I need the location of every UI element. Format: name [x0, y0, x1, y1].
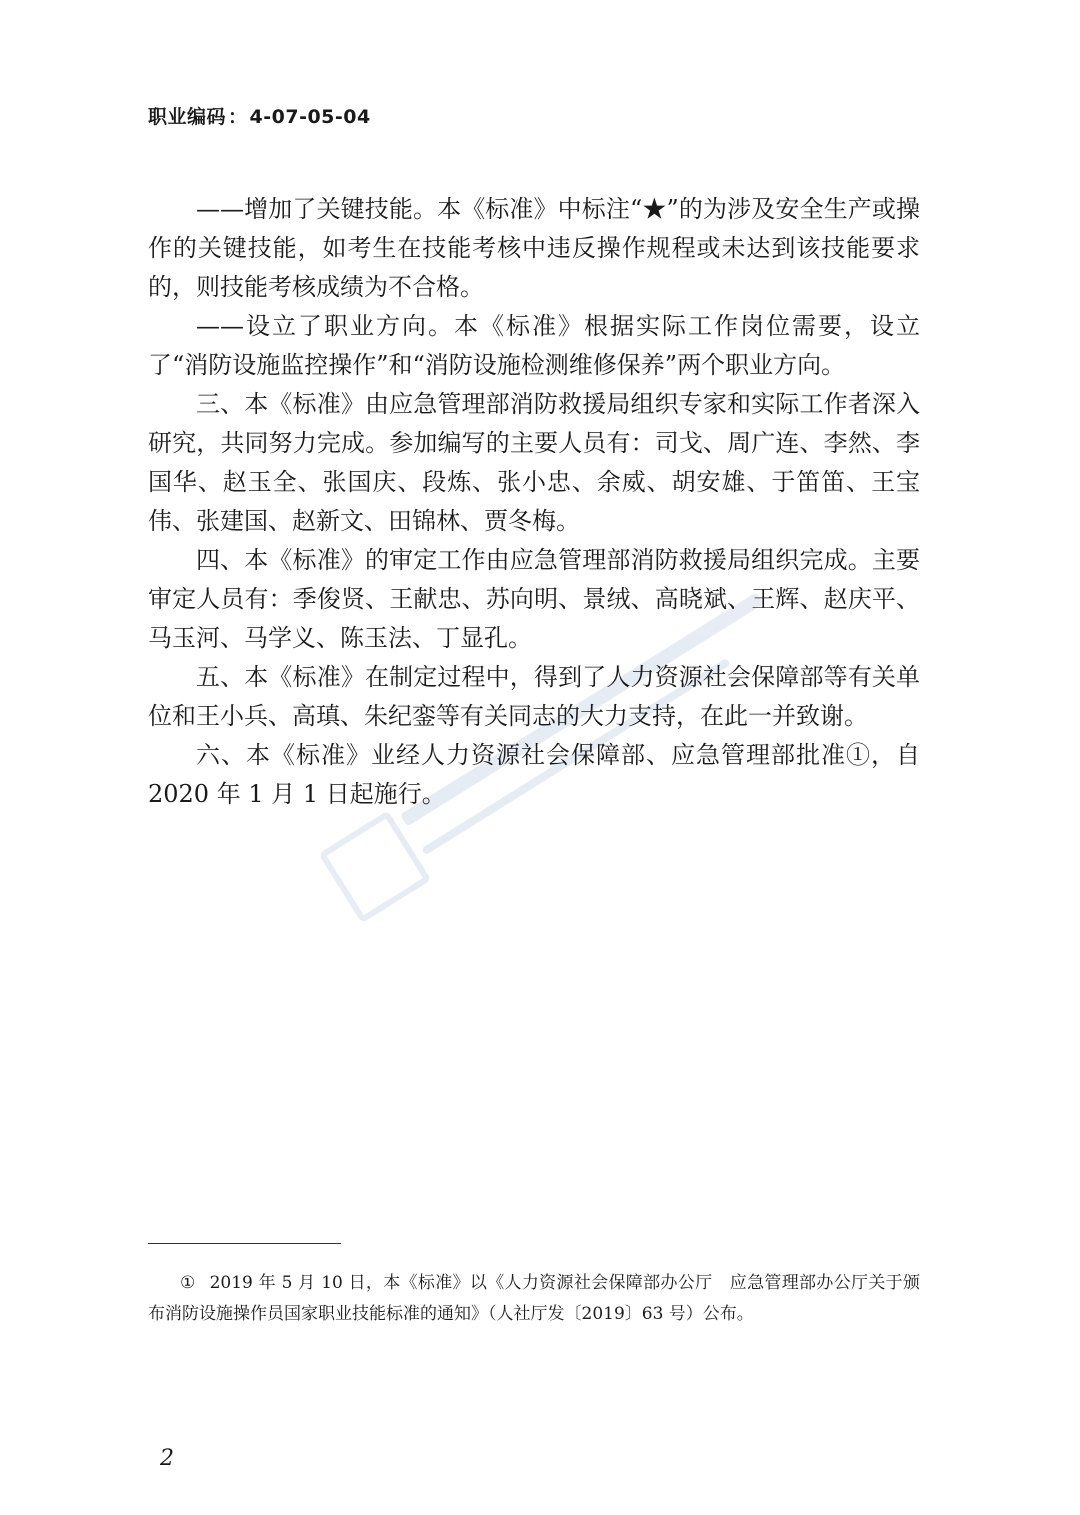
paragraph-reviewers: 四、本《标准》的审定工作由应急管理部消防救援局组织完成。主要审定人员有：季俊贤、王献忠、苏向明、景绒、高晓斌、王辉、赵庆平、马玉河、马学义、陈玉法、丁显孔。	[148, 546, 920, 652]
paragraph-key-skills: ——增加了关键技能。本《标准》中标注“★”的为涉及安全生产或操作的关键技能，如考生在技能考核中违反操作规程或未达到该技能要求的，则技能考核成绩为不合格。	[148, 195, 920, 301]
footnote-divider	[148, 1243, 341, 1244]
occupation-code-header	[148, 102, 371, 129]
effective-date-text-continued: ，自 2020 年 1 月 1 日起施行。	[148, 741, 920, 808]
paragraph-acknowledgements: 五、本《标准》在制定过程中，得到了人力资源社会保障部等有关单位和王小兵、高瑱、朱纪銮等有关同志的大力支持，在此一并致谢。	[148, 663, 920, 730]
occupation-code-value: 4-07-05-04	[249, 106, 371, 128]
footnote-reference-mark: ①	[846, 741, 871, 769]
footnote-mark: ①	[180, 1273, 196, 1293]
occupation-code-label: 职业编码	[148, 106, 227, 128]
publisher-logo-icon	[318, 810, 431, 923]
paragraph-authors: 三、本《标准》由应急管理部消防救援局组织专家和实际工作者深入研究，共同努力完成。参加编写的主要人员有：司戈、周广连、李然、李国华、赵玉全、张国庆、段炼、张小忠、余威、胡安雄、于笛笛、王宝伟、张建国、赵新文、田锦林、贾冬梅。	[148, 390, 920, 535]
paragraph-career-directions: ——设立了职业方向。本《标准》根据实际工作岗位需要，设立了“消防设施监控操作”和“消防设施检测维修保养”两个职业方向。	[148, 312, 920, 379]
footnote-text: 2019 年 5 月 10 日，本《标准》以《人力资源社会保障部办公厅 应急管理部办公厅关于颁布消防设施操作员国家职业技能标准的通知》（人社厅发〔2019〕63 号）公布。	[148, 1273, 920, 1324]
page-number: 2	[160, 1446, 174, 1471]
body-text	[148, 190, 920, 814]
effective-date-text: 六、本《标准》业经人力资源社会保障部、应急管理部批准	[196, 741, 846, 769]
footnote	[148, 1268, 920, 1330]
paragraph-effective-date	[148, 736, 920, 814]
occupation-code-separator: ：	[228, 106, 248, 128]
